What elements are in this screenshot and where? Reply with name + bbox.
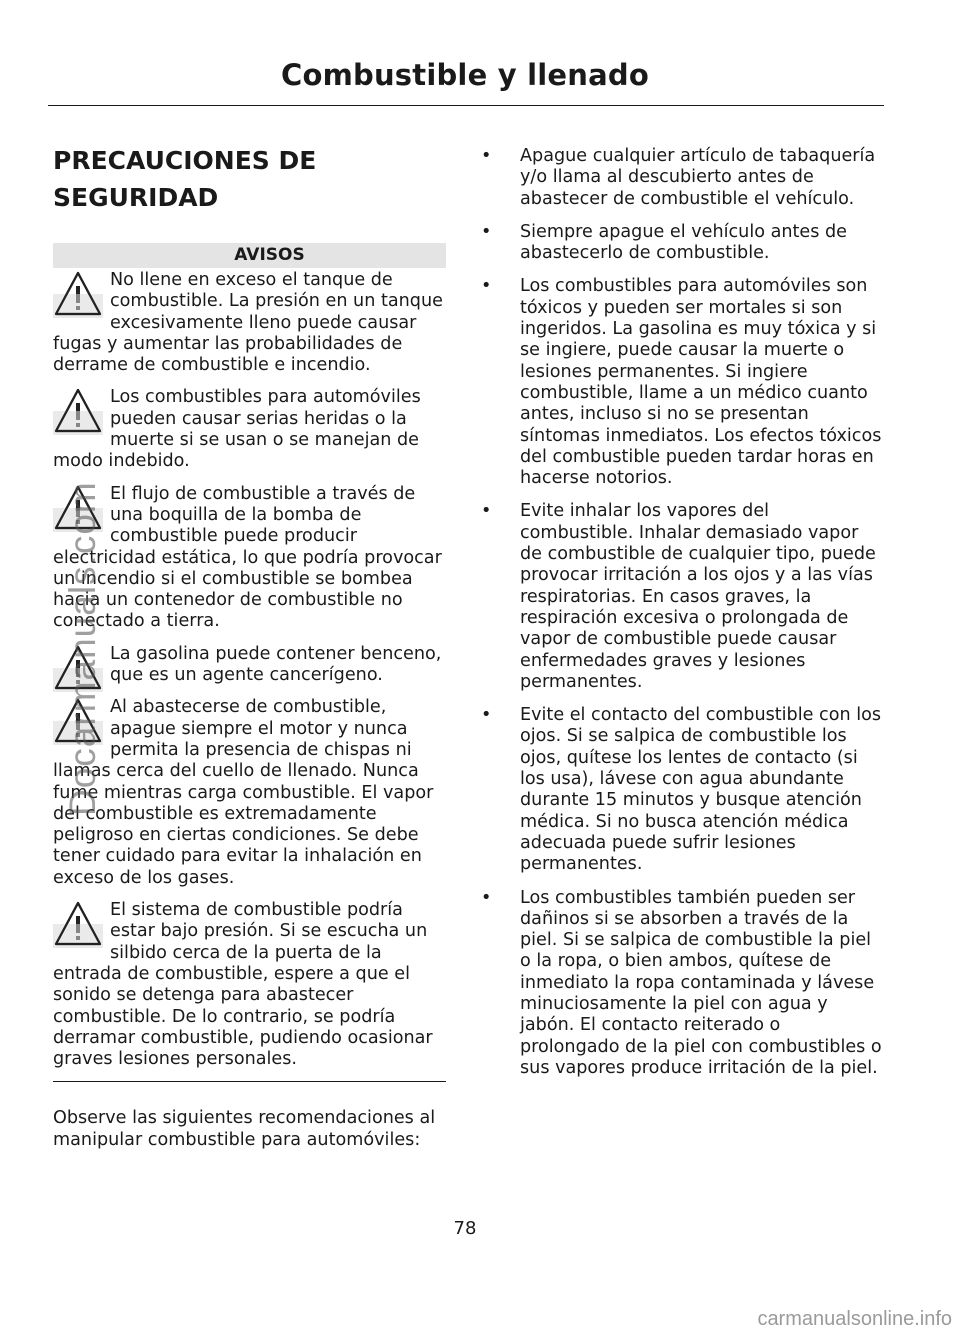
- warning-text: El sistema de combustible podría estar bajo presión. Si se escucha un silbido cerca de la puerta de la entrada de combustible, espere a que el sonido se detenga para abastecer combustible. De lo contrario, se podría derramar combustible, pudiendo ocasionar graves lesiones personales.: [53, 900, 433, 1070]
- left-column: [53, 142, 446, 1151]
- bullet-list: [478, 146, 882, 1079]
- bullet-item: [478, 705, 882, 875]
- warning-text: No llene en exceso el tanque de combustible. La presión en un tanque excesivamente lleno puede causar fugas y aumentar las probabilidades de derrame de combustible e incendio.: [53, 270, 443, 376]
- bullet-item: [478, 222, 882, 265]
- bullet-marker: •: [481, 146, 492, 166]
- bullet-text: Evite el contacto del combustible con los ojos. Si se salpica de combustible los ojos, quítese los lentes de contacto (si los usa), lávese con agua abundante durante 15 minutos y busque atención médica. Si no busca atención médica adecuada puede sufrir lesiones permanentes.: [520, 705, 882, 875]
- warning-item: [53, 387, 446, 472]
- warning-text: Los combustibles para automóviles pueden causar serias heridas o la muerte si se usan o se manejan de modo indebido.: [53, 387, 421, 472]
- section-title: [53, 142, 446, 216]
- bullet-item: [478, 501, 882, 693]
- warning-text: Al abastecerse de combustible, apague siempre el motor y nunca permita la presencia de chispas ni llamas cerca del cuello de llenado. Nunca fume mientras carga combustible. El vapor del combustible es extremadamente peligroso en ciertas condiciones. Se debe tener cuidado para evitar la inhalación en exceso de los gases.: [53, 697, 434, 888]
- bullet-text: Los combustibles para automóviles son tóxicos y pueden ser mortales si son ingeridos. La gasolina es muy tóxica y si se ingiere, puede causar la muerte o lesiones permanentes. Si ingiere combustible, llame a un médico cuanto antes, incluso si no se presentan síntomas inmediatos. Los efectos tóxicos del combustible pueden tardar horas en hacerse notorios.: [520, 276, 882, 489]
- intro-paragraph: Observe las siguientes recomendaciones al manipular combustible para automóviles:: [53, 1108, 436, 1150]
- warning-item: [53, 900, 446, 1070]
- watermark-text: Docarmanuals.com: [62, 481, 103, 816]
- warning-item: [53, 697, 446, 889]
- warning-item: [53, 484, 446, 633]
- page-number: 78: [453, 1218, 477, 1239]
- warning-item: [53, 644, 446, 687]
- bullet-text: Apague cualquier artículo de tabaquería y/o llama al descubierto antes de abastecer de combustible el vehículo.: [520, 146, 876, 209]
- warning-item: [53, 270, 446, 376]
- warning-text: La gasolina puede contener benceno, que es un agente cancerígeno.: [110, 643, 442, 686]
- header-divider: [48, 105, 884, 106]
- bullet-item: [478, 276, 882, 489]
- bullet-marker: •: [481, 705, 492, 726]
- bullet-item: [478, 888, 882, 1080]
- bullet-marker: •: [481, 887, 492, 908]
- site-url-link[interactable]: carmanualsonline.info: [757, 1308, 952, 1330]
- bullet-text: Los combustibles también pueden ser dañinos si se absorben a través de la piel. Si se salpica de combustible la piel o la ropa, o bien ambos, quítese de inmediato la ropa contaminada y lávese minuciosamente la piel con agua y jabón. El contacto reiterado o prolongado de la piel con combustibles o sus vapores produce irritación de la piel.: [520, 887, 882, 1078]
- section-title-line2: SEGURIDAD: [53, 183, 219, 212]
- warning-triangle-icon: [53, 900, 103, 948]
- page-header-title: Combustible y llenado: [280, 58, 649, 92]
- bullet-text: Evite inhalar los vapores del combustible. Inhalar demasiado vapor de combustible de cualquier tipo, puede provocar irritación a los ojos y a las vías respiratorias. En casos graves, la respiración excesiva o prolongada de vapor de combustible puede causar enfermedades graves y lesiones permanentes.: [520, 501, 876, 692]
- right-column: [478, 146, 882, 1091]
- bullet-item: [478, 146, 882, 210]
- warning-triangle-icon: [53, 270, 103, 318]
- warnings-end-divider: [53, 1081, 446, 1082]
- warning-text: El flujo de combustible a través de una boquilla de la bomba de combustible puede producir electricidad estática, lo que podría provocar un incendio si el combustible se bombea hacia un contenedor de combustible no conectado a tierra.: [53, 483, 442, 632]
- warnings-list: [53, 270, 446, 1070]
- bullet-marker: •: [481, 221, 492, 242]
- section-title-line1: PRECAUCIONES DE: [53, 146, 317, 175]
- warning-triangle-icon: [53, 387, 103, 435]
- bullet-marker: •: [481, 501, 492, 522]
- bullet-text: Siempre apague el vehículo antes de abastecerlo de combustible.: [520, 221, 847, 264]
- warnings-header: AVISOS: [53, 243, 446, 268]
- bullet-marker: •: [481, 276, 492, 297]
